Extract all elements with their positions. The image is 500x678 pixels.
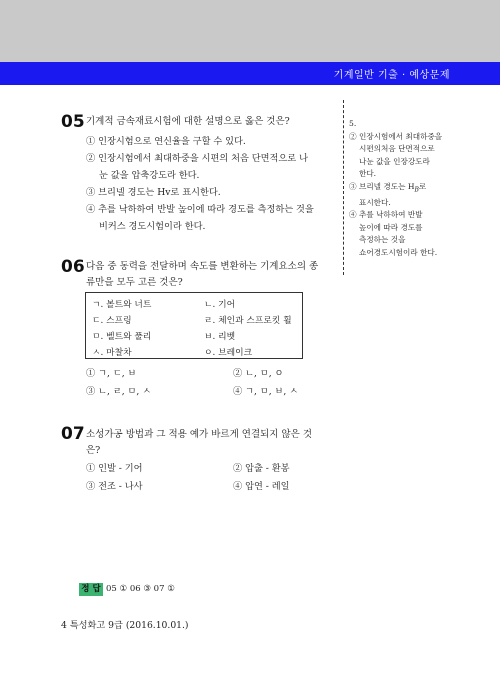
- side-divider: [343, 100, 344, 275]
- side-line-4: 나눈 값을 인장강도라: [359, 156, 430, 166]
- side-line-10: 측정하는 것을: [359, 235, 406, 245]
- question-05-stem: 기계적 금속재료시험에 대한 설명으로 옳은 것은?: [86, 116, 290, 127]
- box-item-digeut: ㄷ. 스프링: [92, 316, 132, 326]
- side-line-1: 5.: [349, 119, 357, 128]
- box-item-siot: ㅅ. 마찰차: [92, 348, 132, 358]
- question-number-06: 06: [61, 257, 85, 277]
- choices-box: [85, 292, 303, 359]
- side-note: [349, 118, 442, 259]
- question-number-07: 07: [61, 424, 85, 444]
- answer-text: 05 ① 06 ③ 07 ①: [106, 584, 175, 594]
- question-07-stem-2: 은?: [86, 445, 101, 456]
- q07-option-2: ② 압출 - 환봉: [233, 463, 290, 474]
- q05-option-2: ② 인장시험에서 최대하중을 시편의 처음 단면적으로 나: [86, 153, 308, 164]
- q06-option-3: ③ ㄴ, ㄹ, ㅁ, ㅅ: [86, 386, 152, 397]
- page-footer: 4 특성화고 9급 (2016.10.01.): [61, 620, 189, 631]
- question-07-stem-1: 소성가공 방법과 그 적용 예가 바르게 연결되지 않은 것: [86, 429, 313, 440]
- q05-option-1: ① 인장시험으로 연신율을 구할 수 있다.: [86, 136, 246, 147]
- q06-option-4: ④ ㄱ, ㅁ, ㅂ, ㅅ: [233, 386, 299, 397]
- q07-option-3: ③ 전조 - 나사: [86, 481, 143, 492]
- header-title: 기계일반 기출 · 예상문제: [333, 70, 450, 81]
- side-line-8: ④ 추를 낙하하여 반발: [349, 210, 423, 220]
- side-line-11: 쇼어경도시험이라 한다.: [359, 247, 438, 257]
- q05-option-2-cont: 눈 값을 압축강도라 한다.: [99, 170, 200, 181]
- q05-option-4-cont: 비커스 경도시험이라 한다.: [99, 221, 206, 232]
- box-item-giyeok: ㄱ. 볼트와 너트: [92, 300, 152, 310]
- q05-option-3: ③ 브리넬 경도는 Hv로 표시한다.: [86, 187, 221, 198]
- box-item-nieun: ㄴ. 기어: [204, 300, 236, 310]
- side-line-7: 표시한다.: [359, 197, 391, 207]
- side-line-3: 시편의처음 단면적으로: [359, 144, 435, 153]
- side-line-6: ③ 브리넬 경도는 $H_B$로: [349, 181, 427, 194]
- top-band: [0, 0, 500, 62]
- q05-option-4: ④ 추를 낙하하여 반발 높이에 따라 경도를 측정하는 것을: [86, 204, 314, 215]
- box-item-rieul: ㄹ. 체인과 스프로킷 휠: [204, 316, 292, 326]
- box-item-ieung: ㅇ. 브레이크: [204, 348, 253, 358]
- side-line-5: 한다.: [359, 169, 377, 178]
- q06-option-1: ① ㄱ, ㄷ, ㅂ: [86, 368, 137, 379]
- side-line-2: ② 인장시험에서 최대하중을: [349, 131, 443, 141]
- q07-option-4: ④ 압연 - 레일: [233, 481, 290, 492]
- box-item-bieup: ㅂ. 리벳: [204, 332, 236, 342]
- question-06-stem-2: 류만을 모두 고른 것은?: [86, 277, 183, 288]
- box-item-mieum: ㅁ. 벨트와 풀리: [92, 332, 152, 342]
- q06-option-2: ② ㄴ, ㅁ, ㅇ: [233, 368, 284, 379]
- side-line-9: 높이에 따라 경도를: [359, 222, 423, 232]
- answer-label: 정 답: [79, 583, 103, 596]
- question-06-stem-1: 다음 중 동력을 전달하며 속도를 변환하는 기계요소의 종: [86, 261, 319, 272]
- question-number-05: 05: [61, 112, 85, 132]
- q07-option-1: ① 인발 - 기어: [86, 463, 143, 474]
